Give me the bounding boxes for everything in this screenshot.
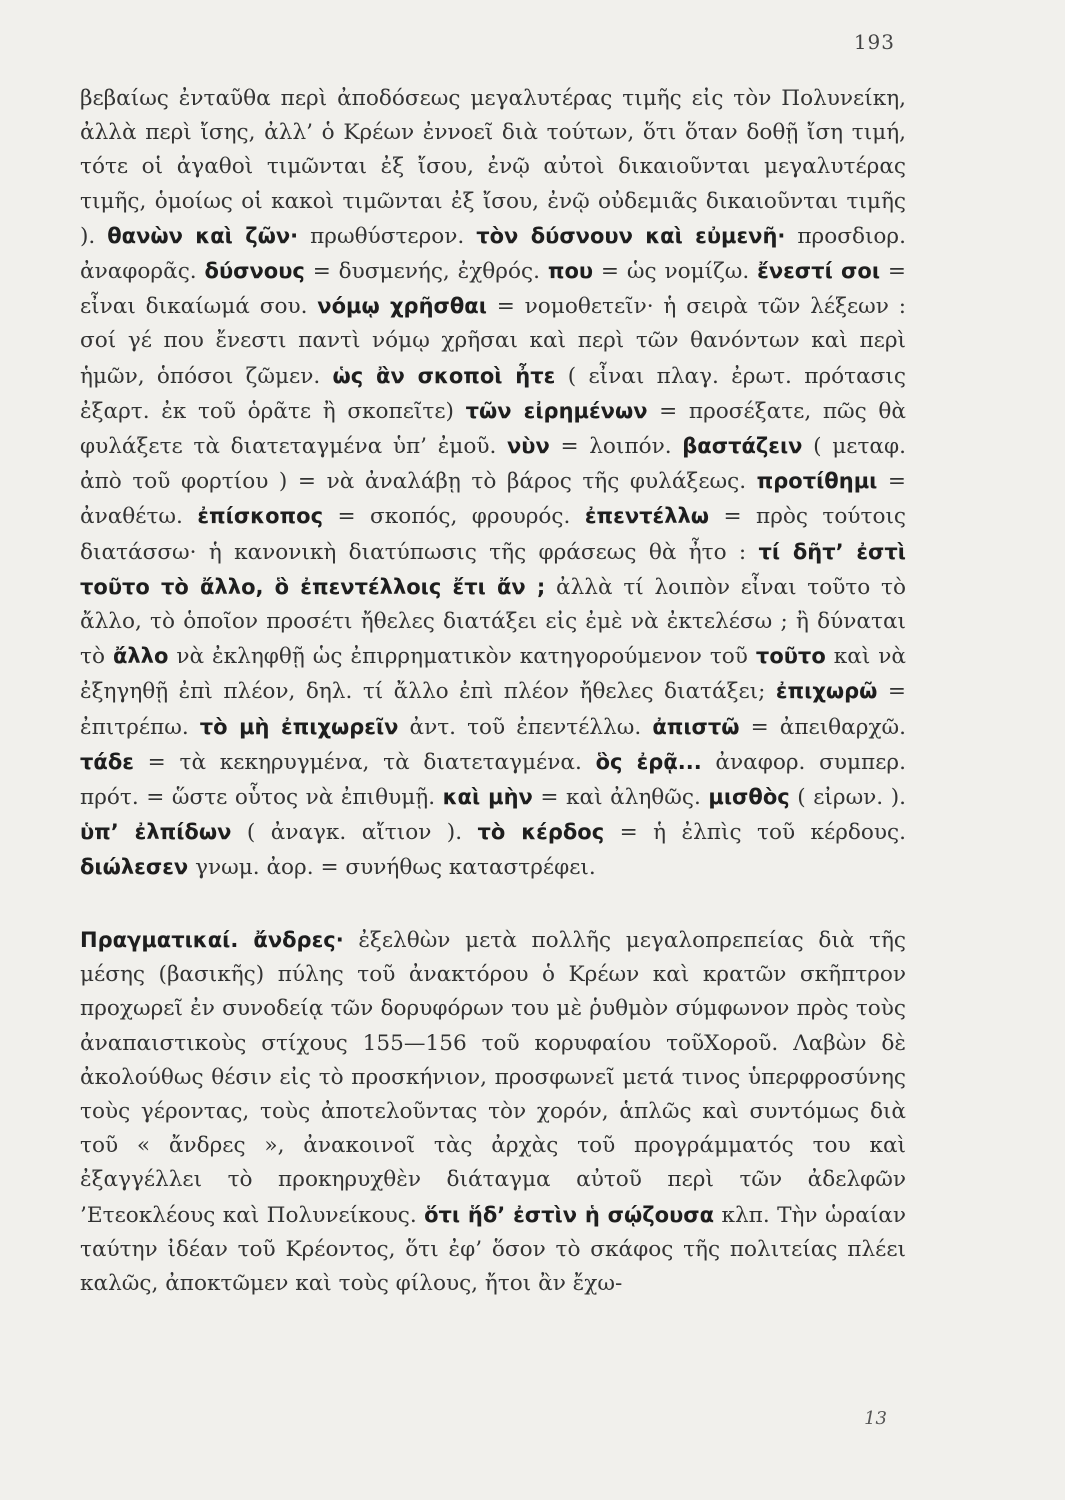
lemma-term: Πραγματικαί. ἄνδρες·	[80, 928, 344, 952]
commentary-text: ἀντ. τοῦ ἐπεντέλλω.	[398, 714, 653, 740]
lemma-term: ὃς ἐρᾷ...	[595, 749, 702, 774]
commentary-text: νὰ ἐκληφθῇ ὡς ἐπιρρηματικὸν κατηγορούμενον τοῦ	[168, 644, 756, 670]
lemma-term: νὺν	[506, 434, 550, 459]
lemma-term: ἐπίσκοπος	[197, 504, 324, 529]
lemma-term: ἄλλο	[112, 644, 169, 669]
lemma-term: βαστάζειν	[682, 434, 803, 459]
lemma-term: τὸν δύσνουν καὶ εὐμενῆ·	[476, 223, 786, 248]
lemma-term: που	[547, 259, 594, 284]
commentary-text: = ἡ ἐλπὶς τοῦ κέρδους.	[604, 820, 906, 846]
commentary-text: = πρὸς τούτοις διατάσσω· ἡ κανονικὴ διατύπωσις τῆς φράσεως θὰ ἦτο :	[80, 504, 906, 565]
lemma-term: ὅτι ἥδ’ ἐστὶν ἡ σῴζουσα	[424, 1202, 715, 1227]
commentary-paragraph	[80, 923, 906, 1301]
commentary-text: = σκοπός, φρουρός.	[323, 504, 585, 530]
lemma-term: ἀπιστῶ	[652, 714, 740, 739]
commentary-text: = ὡς νομίζω.	[593, 259, 758, 285]
commentary-text: ἀλλὰ τί λοιπὸν εἶναι τοῦτο τὸ ἄλλο, τὸ ὁποῖον προσέτι ἤθελες διατάξει εἰς ἐμὲ νὰ ἐκτελέσω ; ἢ δύναται τὸ	[80, 574, 906, 670]
lemma-term: τί δῆτ’ ἐστὶ τοῦτο τὸ ἄλλο, ὃ ἐπεντέλλοις ἔτι ἄν ;	[80, 539, 906, 599]
commentary-text: = δυσμενής, ἐχθρός.	[304, 259, 548, 285]
commentary-paragraph	[80, 82, 906, 886]
lemma-term: μισθὸς	[708, 785, 790, 810]
lemma-term: διώλεσεν	[80, 855, 189, 880]
lemma-term: θανὼν καὶ ζῶν·	[107, 223, 299, 248]
commentary-text: ( εἰρων. ).	[789, 785, 906, 811]
lemma-term: καὶ μὴν	[442, 785, 533, 810]
commentary-text: ἀναφορ. συμπερ. πρότ. = ὥστε οὗτος νὰ ἐπιθυμῇ.	[80, 749, 906, 811]
lemma-term: τῶν εἰρημένων	[465, 398, 648, 423]
lemma-term: ἐπεντέλλω	[584, 504, 710, 529]
commentary-text: = ἀπειθαρχῶ.	[739, 714, 907, 740]
commentary-text: = λοιπόν.	[549, 434, 683, 460]
lemma-term: τὸ μὴ ἐπιχωρεῖν	[199, 714, 399, 739]
commentary-text: βεβαίως ἐνταῦθα περὶ ἀποδόσεως μεγαλυτέρας τιμῆς εἰς τὸν Πολυνείκη, ἀλλὰ περὶ ἴσης, ἀλλ’ ὁ Κρέων ἐννοεῖ διὰ τούτων, ὅτι ὅταν δοθῇ ἴση τιμή, τότε οἱ ἀγαθοὶ τιμῶνται ἐξ ἴσου, ἐνῷ αὐτοὶ δικαιοῦνται μεγαλυτέρας τιμῆς, ὁμοίως οἱ κακοὶ τιμῶνται ἐξ ἴσου, ἐνῷ οὐδεμιᾶς δικαιοῦνται τιμῆς ).	[80, 86, 906, 249]
commentary-text: = τὰ κεκηρυγμένα, τὰ διατεταγμένα.	[133, 749, 596, 775]
lemma-term: τοῦτο	[755, 644, 826, 669]
commentary-text: ( ἀναγκ. αἴτιον ).	[231, 820, 478, 846]
lemma-term: ἔνεστί σοι	[757, 259, 881, 284]
lemma-term: δύσνους	[204, 259, 305, 284]
lemma-term: ὑπ’ ἐλπίδων	[80, 820, 232, 845]
commentary-text: πρωθύστερον.	[298, 223, 477, 249]
commentary-text: = ἀναθέτω.	[80, 469, 906, 530]
commentary-text: προσδιορ. ἀναφορᾶς.	[80, 223, 906, 285]
commentary-text: ( μεταφ. ἀπὸ τοῦ φορτίου ) = νὰ ἀναλάβῃ τὸ βάρος τῆς φυλάξεως.	[80, 434, 906, 495]
lemma-term: νόμῳ χρῆσθαι	[317, 294, 487, 319]
commentary-text: καὶ νὰ ἐξηγηθῇ ἐπὶ πλέον, δηλ. τί ἄλλο ἐπὶ πλέον ἤθελες διατάξει;	[80, 644, 906, 705]
lemma-term: ἐπιχωρῶ	[775, 679, 878, 704]
commentary-text: ( εἶναι πλαγ. ἐρωτ. πρότασις ἐξαρτ. ἐκ τοῦ ὁρᾶτε ἢ σκοπεῖτε)	[80, 363, 906, 424]
commentary-text: = προσέξατε, πῶς θὰ φυλάξετε τὰ διατεταγμένα ὑπ’ ἐμοῦ.	[80, 398, 906, 460]
lemma-term: ὡς ἂν σκοποὶ ἦτε	[332, 363, 556, 388]
commentary-text: = εἶναι δικαίωμά σου.	[80, 259, 906, 320]
commentary-text: ἐξελθὼν μετὰ πολλῆς μεγαλοπρεπείας διὰ τῆς μέσης (βασικῆς) πύλης τοῦ ἀνακτόρου ὁ Κρέων καὶ κρατῶν σκῆπτρον προχωρεῖ ἐν συνοδείᾳ τῶν δορυφόρων του μὲ ῥυθμὸν σύμφωνον πρὸς τοὺς ἀναπαιστικοὺς στίχους 155—156 τοῦ κορυφαίου τοῦΧοροῦ. Λαβὼν δὲ ἀκολούθως θέσιν εἰς τὸ προσκήνιον, προσφωνεῖ μετά τινος ὑπερφροσύνης τοὺς γέροντας, τοὺς ἀποτελοῦντας τὸν χορόν, ἁπλῶς καὶ συντόμως διὰ τοῦ « ἄνδρες », ἀνακοινοῖ τὰς ἀρχὰς τοῦ προγράμματός του καὶ ἐξαγγέλλει τὸ προκηρυχθὲν διάταγμα αὐτοῦ περὶ τῶν ἀδελφῶν ’Ετεοκλέους καὶ Πολυνείκους.	[80, 928, 906, 1228]
signature-mark: 13	[864, 1408, 887, 1429]
commentary-text: = νομοθετεῖν· ἡ σειρὰ τῶν λέξεων : σοί γέ που ἔνεστι παντὶ νόμῳ χρῆσαι καὶ περὶ τῶν θανόντων καὶ περὶ ἡμῶν, ὁπόσοι ζῶμεν.	[80, 294, 906, 389]
commentary-text: = καὶ ἀληθῶς.	[532, 785, 709, 811]
lemma-term: τὸ κέρδος	[477, 820, 605, 845]
commentary-text: κλπ. Τὴν ὡραίαν ταύτην ἰδέαν τοῦ Κρέοντος, ὅτι ἐφ’ ὅσον τὸ σκάφος τῆς πολιτείας πλέει καλῶς, ἀποκτῶμεν καὶ τοὺς φίλους, ἤτοι ἂν ἔχω-	[80, 1202, 907, 1297]
lemma-term: προτίθημι	[756, 469, 878, 494]
lemma-term: τάδε	[80, 749, 134, 774]
commentary-text: γνωμ. ἀορ. = συνήθως καταστρέφει.	[188, 855, 596, 881]
page-number: 193	[853, 30, 895, 54]
commentary-text: = ἐπιτρέπω.	[80, 679, 906, 740]
